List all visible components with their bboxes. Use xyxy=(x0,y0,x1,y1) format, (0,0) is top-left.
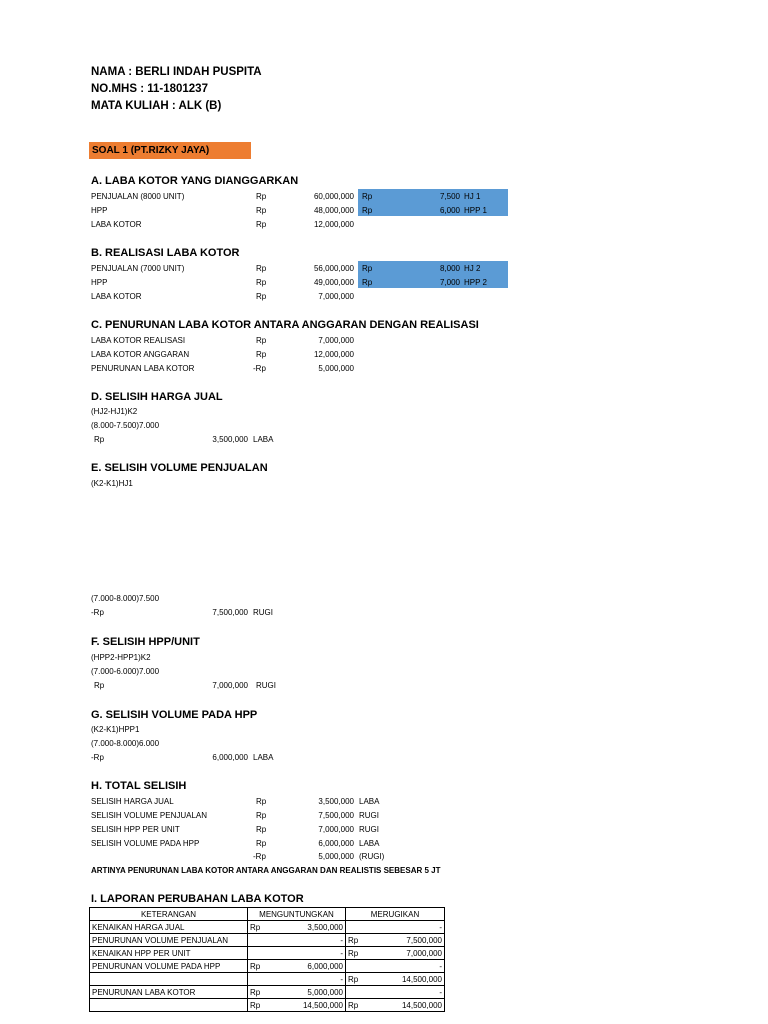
section-b-rp-2: Rp xyxy=(256,278,267,287)
row-gain-rp xyxy=(248,973,268,986)
section-a-blue-rp-1: Rp xyxy=(362,192,373,201)
row-label: KENAIKAN HPP PER UNIT xyxy=(90,947,248,960)
row-loss-value: - xyxy=(366,921,445,934)
section-h-conclusion: ARTINYA PENURUNAN LABA KOTOR ANTARA ANGGARAN DAN REALISTIS SEBESAR 5 JT xyxy=(91,866,441,875)
row-loss-rp: Rp xyxy=(346,999,366,1012)
table-row xyxy=(90,921,445,934)
section-h-label-3: SELISIH HPP PER UNIT xyxy=(91,825,180,834)
section-h-rp-2: Rp xyxy=(256,811,267,820)
section-b-rp-3: Rp xyxy=(256,292,267,301)
row-label xyxy=(90,973,248,986)
section-a-blue-value-1: 7,500 xyxy=(439,192,460,201)
section-d-title: D. SELISIH HARGA JUAL xyxy=(91,391,223,403)
section-a-blue-rp-2: Rp xyxy=(362,206,373,215)
section-e-rp: -Rp xyxy=(91,608,104,617)
row-label: KENAIKAN HARGA JUAL xyxy=(90,921,248,934)
section-h-value-1: 3,500,000 xyxy=(318,797,354,806)
row-gain-rp xyxy=(248,934,268,947)
section-d-formula: (HJ2-HJ1)K2 xyxy=(91,407,138,416)
header-menguntungkan: MENGUNTUNGKAN xyxy=(248,908,346,921)
row-loss-value: - xyxy=(366,960,445,973)
row-gain-value: - xyxy=(268,947,346,960)
section-g-calc: (7.000-8.000)6.000 xyxy=(91,739,160,748)
section-e-tag: RUGI xyxy=(253,608,273,617)
section-b-rp-1: Rp xyxy=(256,264,267,273)
section-b-blue-value-1: 8,000 xyxy=(439,264,460,273)
section-b-label-1: PENJUALAN (7000 UNIT) xyxy=(91,264,185,273)
section-c-label-3: PENURUNAN LABA KOTOR xyxy=(91,364,195,373)
student-name: NAMA : BERLI INDAH PUSPITA xyxy=(91,66,262,78)
section-h-tag-3: RUGI xyxy=(359,825,379,834)
row-gain-value: 6,000,000 xyxy=(268,960,346,973)
row-loss-rp xyxy=(346,921,366,934)
section-h-rp-1: Rp xyxy=(256,797,267,806)
row-loss-value: 7,500,000 xyxy=(366,934,445,947)
section-f-calc: (7.000-6.000)7.000 xyxy=(91,667,160,676)
section-e-formula: (K2-K1)HJ1 xyxy=(91,479,133,488)
section-a-rp-3: Rp xyxy=(256,220,267,229)
section-a-label-3: LABA KOTOR xyxy=(91,220,142,229)
section-c-value-2: 12,000,000 xyxy=(313,350,354,359)
section-d-calc: (8.000-7.500)7.000 xyxy=(91,421,160,430)
section-d-tag: LABA xyxy=(253,435,274,444)
row-label: PENURUNAN LABA KOTOR xyxy=(90,986,248,999)
row-gain-value: 3,500,000 xyxy=(268,921,346,934)
section-h-rp-4: Rp xyxy=(256,839,267,848)
section-b-blue-tag-1: HJ 2 xyxy=(464,264,481,273)
section-b-blue-rp-2: Rp xyxy=(362,278,373,287)
section-b-label-3: LABA KOTOR xyxy=(91,292,142,301)
section-a-label-1: PENJUALAN (8000 UNIT) xyxy=(91,192,185,201)
section-h-label-4: SELISIH VOLUME PADA HPP xyxy=(91,839,200,848)
row-gain-rp: Rp xyxy=(248,921,268,934)
row-loss-value: - xyxy=(366,986,445,999)
table-row xyxy=(90,973,445,986)
section-a-rp-1: Rp xyxy=(256,192,267,201)
section-c-rp-1: Rp xyxy=(256,336,267,345)
section-a-value-2: 48,000,000 xyxy=(313,206,354,215)
row-loss-value: 7,000,000 xyxy=(366,947,445,960)
section-h-value-4: 6,000,000 xyxy=(318,839,354,848)
section-b-value-3: 7,000,000 xyxy=(318,292,354,301)
row-label xyxy=(90,999,248,1012)
row-label: PENURUNAN VOLUME PENJUALAN xyxy=(90,934,248,947)
row-gain-rp: Rp xyxy=(248,999,268,1012)
header-merugikan: MERUGIKAN xyxy=(346,908,445,921)
section-a-blue-tag-1: HJ 1 xyxy=(464,192,481,201)
row-loss-rp xyxy=(346,986,366,999)
section-a-blue-tag-2: HPP 1 xyxy=(464,206,487,215)
section-c-rp-2: Rp xyxy=(256,350,267,359)
row-loss-value: 14,500,000 xyxy=(366,973,445,986)
row-gain-value: - xyxy=(268,934,346,947)
section-c-rp-3: -Rp xyxy=(253,364,266,373)
row-gain-value: 5,000,000 xyxy=(268,986,346,999)
section-a-blue-value-2: 6,000 xyxy=(439,206,460,215)
table-row xyxy=(90,934,445,947)
section-c-title: C. PENURUNAN LABA KOTOR ANTARA ANGGARAN DENGAN REALISASI xyxy=(91,319,479,331)
section-b-blue-value-2: 7,000 xyxy=(439,278,460,287)
section-h-label-2: SELISIH VOLUME PENJUALAN xyxy=(91,811,208,820)
section-h-rp-3: Rp xyxy=(256,825,267,834)
section-h-title: H. TOTAL SELISIH xyxy=(91,780,187,792)
section-g-tag: LABA xyxy=(253,753,274,762)
section-b-title: B. REALISASI LABA KOTOR xyxy=(91,247,240,259)
row-gain-rp: Rp xyxy=(248,986,268,999)
section-b-value-2: 49,000,000 xyxy=(313,278,354,287)
soal-title: SOAL 1 (PT.RIZKY JAYA) xyxy=(92,145,210,156)
section-h-value-3: 7,000,000 xyxy=(318,825,354,834)
section-a-value-1: 60,000,000 xyxy=(313,192,354,201)
section-h-value-2: 7,500,000 xyxy=(318,811,354,820)
course-name: MATA KULIAH : ALK (B) xyxy=(91,100,222,112)
section-c-label-2: LABA KOTOR ANGGARAN xyxy=(91,350,190,359)
section-g-title: G. SELISIH VOLUME PADA HPP xyxy=(91,709,258,721)
section-c-label-1: LABA KOTOR REALISASI xyxy=(91,336,186,345)
section-a-rp-2: Rp xyxy=(256,206,267,215)
section-b-blue-tag-2: HPP 2 xyxy=(464,278,487,287)
section-h-label-1: SELISIH HARGA JUAL xyxy=(91,797,174,806)
section-a-label-2: HPP xyxy=(91,206,108,215)
section-g-formula: (K2-K1)HPP1 xyxy=(91,725,140,734)
section-a-value-3: 12,000,000 xyxy=(313,220,354,229)
section-e-value: 7,500,000 xyxy=(212,608,248,617)
header-keterangan: KETERANGAN xyxy=(90,908,248,921)
row-loss-rp: Rp xyxy=(346,973,366,986)
section-g-rp: -Rp xyxy=(91,753,104,762)
section-i-title: I. LAPORAN PERUBAHAN LABA KOTOR xyxy=(91,893,304,905)
section-d-rp: Rp xyxy=(94,435,105,444)
section-f-tag: RUGI xyxy=(256,681,276,690)
section-d-value: 3,500,000 xyxy=(212,435,248,444)
row-loss-rp xyxy=(346,960,366,973)
section-h-value-total: 5,000,000 xyxy=(318,852,354,861)
row-loss-rp: Rp xyxy=(346,934,366,947)
laba-kotor-report-table xyxy=(89,907,445,1012)
row-loss-rp: Rp xyxy=(346,947,366,960)
row-label: PENURUNAN VOLUME PADA HPP xyxy=(90,960,248,973)
section-b-blue-rp-1: Rp xyxy=(362,264,373,273)
section-b-value-1: 56,000,000 xyxy=(313,264,354,273)
section-f-rp: Rp xyxy=(94,681,105,690)
section-b-label-2: HPP xyxy=(91,278,108,287)
section-f-value: 7,000,000 xyxy=(212,681,248,690)
section-h-tag-1: LABA xyxy=(359,797,380,806)
row-gain-value: - xyxy=(268,973,346,986)
section-h-tag-2: RUGI xyxy=(359,811,379,820)
row-loss-value: 14,500,000 xyxy=(366,999,445,1012)
section-f-formula: (HPP2-HPP1)K2 xyxy=(91,653,151,662)
section-c-value-1: 7,000,000 xyxy=(318,336,354,345)
section-e-title: E. SELISIH VOLUME PENJUALAN xyxy=(91,462,268,474)
table-row xyxy=(90,947,445,960)
section-g-value: 6,000,000 xyxy=(212,753,248,762)
table-header-row xyxy=(90,908,445,921)
section-f-title: F. SELISIH HPP/UNIT xyxy=(91,636,200,648)
row-gain-rp xyxy=(248,947,268,960)
table-row xyxy=(90,986,445,999)
section-a-title: A. LABA KOTOR YANG DIANGGARKAN xyxy=(91,175,299,187)
row-gain-value: 14,500,000 xyxy=(268,999,346,1012)
table-row xyxy=(90,960,445,973)
section-h-tag-total: (RUGI) xyxy=(359,852,385,861)
table-total-row xyxy=(90,999,445,1012)
section-h-rp-total: -Rp xyxy=(253,852,266,861)
section-c-value-3: 5,000,000 xyxy=(318,364,354,373)
section-h-tag-4: LABA xyxy=(359,839,380,848)
section-e-calc: (7.000-8.000)7.500 xyxy=(91,594,160,603)
student-number: NO.MHS : 11-1801237 xyxy=(91,83,208,95)
row-gain-rp: Rp xyxy=(248,960,268,973)
